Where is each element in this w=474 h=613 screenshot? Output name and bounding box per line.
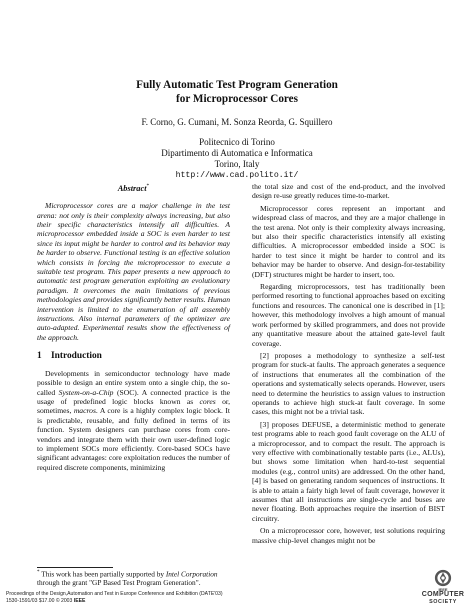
intro-text-part: Developments in semiconductor technology have made possible to design an entire system onto a single chip, the so-called: [37, 368, 230, 397]
publication-issn: [6, 598, 223, 605]
right-paragraph-2: Microprocessor cores represent an important and widespread class of macros, and they are a major challenge in the test arena. Not only is their complexity always increasing, but also their specific characteristics intensify all existing difficulties. A microprocessor embedded inside a SOC is harder to test since it might be harder to control and its behavior may be harder to observe. And design-for-testability (DFT) structures might be harder to insert, too.: [252, 203, 445, 279]
introduction-body: [37, 369, 230, 472]
affiliation-institution: Politecnico di Torino: [199, 137, 275, 147]
intro-text-part: (SOC). A connected practice is the usage of predefined logic blocks known as: [37, 387, 230, 406]
footnote-sponsor: Intel Corporation: [165, 569, 218, 579]
footnote-marker: *: [37, 570, 40, 575]
computer-society-logo: [420, 569, 466, 609]
section-number: 1: [37, 351, 42, 362]
footnote-text: This work has been partially supported by: [39, 569, 166, 579]
abstract-text: Microprocessor cores are a major challenge in the test arena: not only is their complexity always increasing, but also their specific characteristics intensify all difficulties. A microprocessor embedded inside a SOC is even harder to test since its input might be harder to control and its behavior may be harder to observe. Functional testing is an effective solution which consists in forcing the microprocessor to execute a suitable test program. This paper presents a new approach to automatic test program generation exploiting an evolutionary paradigm. It overcomes the main limitations of previous methodologies and provides significantly better results. Human intervention is limited to the enumeration of all assembly instructions. Also internal parameters of the optimizer are auto-adapted. Experimental results show the effectiveness of the approach.: [37, 201, 230, 342]
publication-issn-text: 1530-1591/03 $17.00 © 2003: [6, 598, 74, 605]
left-column: [37, 182, 230, 472]
intro-emphasis-macros: macros: [73, 406, 96, 416]
intro-emphasis-soc: System-on-a-Chip: [58, 387, 114, 397]
intro-text-part: or, sometimes,: [37, 396, 230, 416]
right-column: [252, 182, 445, 545]
affiliation-block: [0, 137, 474, 181]
publication-info: [6, 591, 223, 606]
publication-ieee-mark: IEEE: [73, 598, 86, 605]
abstract-heading: [37, 182, 230, 193]
paper-title: [0, 79, 474, 106]
right-paragraph-3: Regarding microprocessors, test has traditionally been performed resorting to functional approaches based on exciting functions and resources. The canonical one is described in [1]; however, this methodology involves a high amount of manual work performed by skilled programmers, and does not provide any quantitative measure about the attained gate-level fault coverage.: [252, 282, 445, 348]
paper-title-line1: Fully Automatic Test Program Generation: [136, 79, 338, 91]
logo-ieee-text: IEEE: [438, 587, 448, 592]
right-paragraph-4: [2] proposes a methodology to synthesize a self-test program for stuck-at faults. The approach generates a sequence of instructions that enumerates all the combination of the operations and systematically selects operands. However, users need to determine the heuristics to assign values to instruction operands to achieve high stuck-at fault coverage. In some cases, this might not be a trivial task.: [252, 350, 445, 417]
introduction-heading: [37, 352, 230, 361]
intro-emphasis-cores: cores: [199, 396, 216, 406]
right-paragraph-1: the total size and cost of the end-product, and the involved design re-use greatly reduces time-to-market.: [252, 182, 445, 201]
footnote: [37, 568, 230, 587]
right-paragraph-6: On a microprocessor core, however, test solutions requiring massive chip-level changes might not be: [252, 526, 445, 545]
computer-society-emblem-icon: [434, 569, 452, 587]
right-paragraph-5: [3] proposes DEFUSE, a deterministic method to generate test programs able to reach good fault coverage on the ALU of a microprocessor, and to compact the result. The approach is very effective with combinationally testable parts (i.e., ALUs), but shows some limitation when hard-to-test sequential modules (e.g., control units) are addressed. On the other hand, [4] is based on generating random sequences of instructions. It is able to attain a fairly high level of fault coverage, however it assumes that all instructions are single-cycle and buses are never floating. Both approaches require the insertion of BIST circuitry.: [252, 419, 445, 523]
affiliation-url[interactable]: http://www.cad.polito.it/: [175, 171, 299, 180]
abstract-section: [37, 201, 230, 342]
introduction-paragraph: [37, 369, 230, 472]
author-list: F. Corno, G. Cumani, M. Sonza Reorda, G. Squillero: [141, 117, 333, 127]
affiliation-location: Torino, Italy: [214, 159, 260, 169]
abstract-footnote-marker: *: [146, 183, 150, 189]
affiliation-department: Dipartimento di Automatica e Informatica: [161, 148, 313, 158]
abstract-heading-text: Abstract: [117, 183, 147, 193]
publication-proceedings: Proceedings of the Design,Automation and Test in Europe Conference and Exhibition (DATE'03): [6, 591, 223, 597]
footnote-text: through the grant "GP Based Test Program Generation".: [37, 578, 201, 588]
logo-society-text: SOCIETY: [429, 599, 457, 605]
intro-text-part: . A core is a highly complex logic block. It is predictable, reusable, and fully defined in terms of its function. System designers can purchase cores from core-vendors and integrate them with their own user-defined logic to implement SOCs more efficiently. Core-based SOCs have significant advantages: core exploitation reduces the number of required discrete components, minimizing: [37, 406, 231, 472]
paper-title-line2: for Microprocessor Cores: [176, 92, 298, 105]
logo-computer-text: COMPUTER: [421, 591, 465, 598]
section-title: Introduction: [51, 351, 102, 362]
